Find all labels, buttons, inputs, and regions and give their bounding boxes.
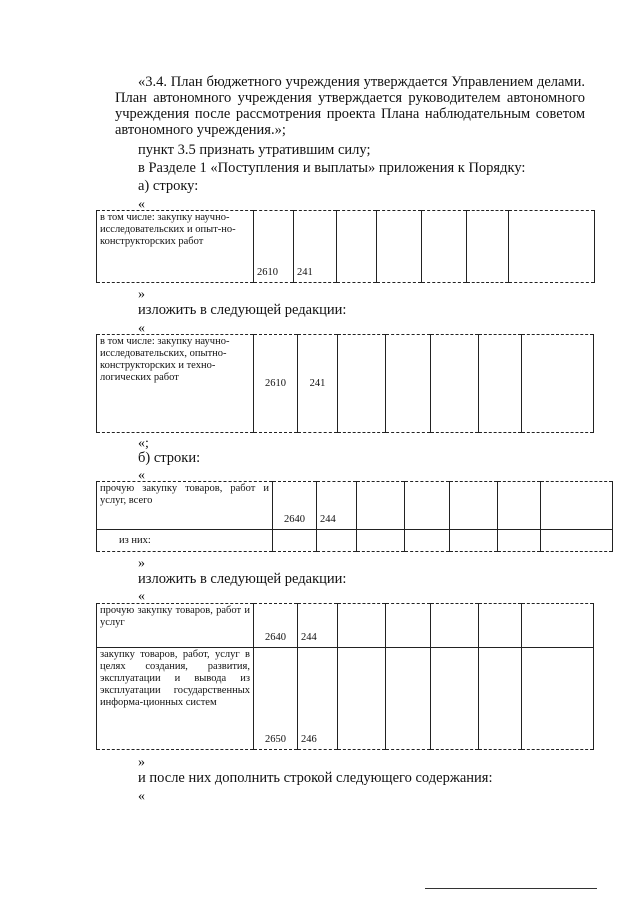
table3-row1-code: 2640: [273, 482, 317, 530]
table3-cell: [450, 530, 498, 552]
table3-row2-label: из них:: [97, 530, 273, 552]
line-b: б) строки:: [138, 450, 201, 466]
table2-label: в том числе: закупку научно-исследовательских, опытно-конструкторских и техно-логических работ: [97, 335, 254, 433]
table4-row1-label: прочую закупку товаров, работ и услуг: [97, 604, 254, 648]
table-1: [96, 210, 595, 283]
line-after: и после них дополнить строкой следующего содержания:: [138, 770, 493, 786]
table3-cell: [450, 482, 498, 530]
close-quote-3: »: [138, 755, 145, 770]
table3-cell: [405, 530, 450, 552]
table1-cell: [509, 211, 595, 283]
table4-cell: [431, 648, 479, 750]
table4-row1-code: 2640: [254, 604, 298, 648]
table2-cell: [338, 335, 386, 433]
close-quote-semicolon: «;: [138, 436, 149, 451]
line-izlozhit-1: изложить в следующей редакции:: [138, 302, 347, 318]
table2-code: 2610: [254, 335, 298, 433]
table4-row2-code: 2650: [254, 648, 298, 750]
table-3: [96, 481, 613, 552]
table1-kbk: 241: [294, 211, 337, 283]
table2-cell: [431, 335, 479, 433]
table4-cell: [386, 648, 431, 750]
line-izlozhit-2: изложить в следующей редакции:: [138, 571, 347, 587]
table-4: [96, 603, 594, 750]
table1-code: 2610: [254, 211, 294, 283]
table2-cell: [522, 335, 594, 433]
table4-cell: [522, 604, 594, 648]
table4-cell: [338, 648, 386, 750]
open-quote-3: «: [138, 468, 145, 483]
table2-kbk: 241: [298, 335, 338, 433]
line-a: а) строку:: [138, 178, 199, 194]
table3-cell: [541, 482, 613, 530]
table-2: [96, 334, 594, 433]
table3-cell: [357, 482, 405, 530]
open-quote-5: «: [138, 789, 145, 804]
table1-cell: [422, 211, 467, 283]
open-quote-1: «: [138, 197, 145, 212]
table1-label: в том числе: закупку научно-исследовательских и опыт-но-конструкторских работ: [97, 211, 254, 283]
table4-cell: [338, 604, 386, 648]
close-quote-2: »: [138, 556, 145, 571]
table4-cell: [431, 604, 479, 648]
intro-paragraph: «3.4. План бюджетного учреждения утверждается Управлением делами. План автономного учреждения утверждается руководителем автономного учреждения после рассмотрения проекта Плана наблюдательным советом автономного учреждения.»;: [115, 74, 585, 138]
table2-cell: [386, 335, 431, 433]
table3-cell: [273, 530, 317, 552]
table1-cell: [467, 211, 509, 283]
table1-cell: [337, 211, 377, 283]
line-punkt: пункт 3.5 признать утратившим силу;: [138, 142, 371, 158]
table3-cell: [498, 530, 541, 552]
table2-cell: [479, 335, 522, 433]
table4-cell: [386, 604, 431, 648]
table4-cell: [479, 604, 522, 648]
table1-cell: [377, 211, 422, 283]
table3-cell: [317, 530, 357, 552]
table3-row1-kbk: 244: [317, 482, 357, 530]
table3-cell: [498, 482, 541, 530]
line-razdel: в Разделе 1 «Поступления и выплаты» приложения к Порядку:: [138, 160, 526, 176]
table3-cell: [541, 530, 613, 552]
table4-cell: [522, 648, 594, 750]
open-quote-2: «: [138, 321, 145, 336]
table4-row2-label: закупку товаров, работ, услуг в целях создания, развития, эксплуатации и вывода из эксплуатации государственных информа-ционных систем: [97, 648, 254, 750]
table4-cell: [479, 648, 522, 750]
open-quote-4: «: [138, 589, 145, 604]
close-quote-1: »: [138, 287, 145, 302]
footer-rule: [425, 888, 597, 889]
table3-cell: [357, 530, 405, 552]
table4-row1-kbk: 244: [298, 604, 338, 648]
table3-cell: [405, 482, 450, 530]
table4-row2-kbk: 246: [298, 648, 338, 750]
table3-row1-label: прочую закупку товаров, работ и услуг, всего: [97, 482, 273, 530]
